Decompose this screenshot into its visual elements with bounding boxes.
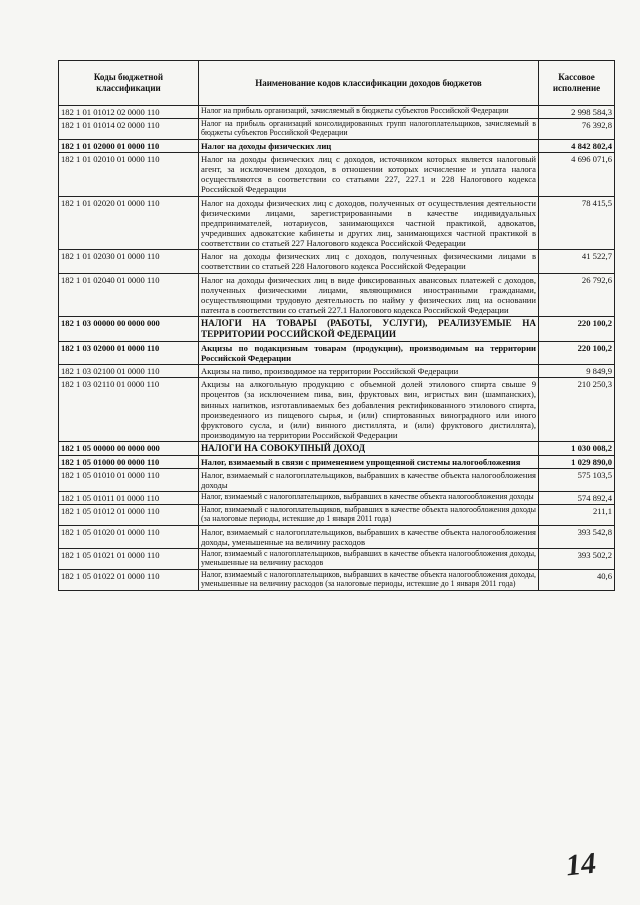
- table-row: [59, 455, 615, 468]
- row-name: Акцизы по подакцизным товарам (продукции), производимым на территории Российской Федерации: [199, 341, 539, 364]
- row-amount: 76 392,8: [539, 119, 615, 140]
- row-code: 182 1 05 00000 00 0000 000: [59, 442, 199, 456]
- row-amount: 4 842 802,4: [539, 139, 615, 152]
- row-amount: 211,1: [539, 505, 615, 526]
- table-row: [59, 378, 615, 442]
- row-amount: 220 100,2: [539, 317, 615, 342]
- row-amount: 9 849,9: [539, 365, 615, 378]
- row-name: Налог, взимаемый в связи с применением упрощенной системы налогообложения: [199, 455, 539, 468]
- row-amount: 393 542,8: [539, 526, 615, 549]
- row-code: 182 1 01 02040 01 0000 110: [59, 273, 199, 317]
- row-name: Налог, взимаемый с налогоплательщиков, выбравших в качестве объекта налогообложения доходы, уменьшенные на величину расходов: [199, 526, 539, 549]
- row-name: Налог на прибыль организаций консолидированных групп налогоплательщиков, зачисляемый в бюджеты субъектов Российской Федерации: [199, 119, 539, 140]
- table-row: [59, 341, 615, 364]
- row-code: 182 1 05 01020 01 0000 110: [59, 526, 199, 549]
- row-code: 182 1 03 02000 01 0000 110: [59, 341, 199, 364]
- table-row: [59, 317, 615, 342]
- table-header-row: [59, 61, 615, 106]
- row-amount: 1 030 008,2: [539, 442, 615, 456]
- row-code: 182 1 01 01014 02 0000 110: [59, 119, 199, 140]
- header-name: Наименование кодов классификации доходов бюджетов: [199, 61, 539, 106]
- row-code: 182 1 01 02000 01 0000 110: [59, 139, 199, 152]
- row-amount: 2 998 584,3: [539, 106, 615, 119]
- row-name: Налог на прибыль организаций, зачисляемый в бюджеты субъектов Российской Федерации: [199, 106, 539, 119]
- row-amount: 575 103,5: [539, 469, 615, 492]
- row-amount: 4 696 071,6: [539, 152, 615, 196]
- row-amount: 210 250,3: [539, 378, 615, 442]
- table-row: [59, 196, 615, 250]
- row-name: Налог, взимаемый с налогоплательщиков, выбравших в качестве объекта налогообложения доходы: [199, 469, 539, 492]
- table-row: [59, 442, 615, 456]
- table-row: [59, 250, 615, 273]
- table-row: [59, 492, 615, 505]
- row-name: Налог на доходы физических лиц в виде фиксированных авансовых платежей с доходов, полученных физическими лицами, являющимися иностранными гражданами, осуществляющими трудовую деятельность по найму у физических лиц на основании патента в соответствии со статьей 227.1 Налогового кодекса Российской Федерации: [199, 273, 539, 317]
- row-amount: 574 892,4: [539, 492, 615, 505]
- table-row: [59, 139, 615, 152]
- table-row: [59, 106, 615, 119]
- row-amount: 40,6: [539, 570, 615, 591]
- row-amount: 26 792,6: [539, 273, 615, 317]
- row-name: НАЛОГИ НА ТОВАРЫ (РАБОТЫ, УСЛУГИ), РЕАЛИЗУЕМЫЕ НА ТЕРРИТОРИИ РОССИЙСКОЙ ФЕДЕРАЦИИ: [199, 317, 539, 342]
- row-amount: 393 502,2: [539, 549, 615, 570]
- row-code: 182 1 05 01022 01 0000 110: [59, 570, 199, 591]
- budget-revenue-table: [58, 60, 615, 591]
- row-code: 182 1 05 01012 01 0000 110: [59, 505, 199, 526]
- row-code: 182 1 01 02020 01 0000 110: [59, 196, 199, 250]
- row-name: Налог на доходы физических лиц с доходов, полученных от осуществления деятельности физическими лицами, зарегистрированными в качестве индивидуальных предпринимателей, нотариусов, занимающихся частной практикой, адвокатов, учредивших адвокатские кабинеты и других лиц, занимающихся частной практикой в соответствии со статьей 227 Налогового кодекса Российской Федерации: [199, 196, 539, 250]
- table-row: [59, 570, 615, 591]
- row-name: Налог, взимаемый с налогоплательщиков, выбравших в качестве объекта налогообложения доходы (за налоговые периоды, истекшие до 1 января 2011 года): [199, 505, 539, 526]
- table-row: [59, 119, 615, 140]
- header-amount: Кассовое исполнение: [539, 61, 615, 106]
- row-code: 182 1 01 02030 01 0000 110: [59, 250, 199, 273]
- row-name: Налог, взимаемый с налогоплательщиков, выбравших в качестве объекта налогообложения доходы, уменьшенные на величину расходов (за налоговые периоды, истекшие до 1 января 2011 года): [199, 570, 539, 591]
- row-code: 182 1 05 01021 01 0000 110: [59, 549, 199, 570]
- row-name: Налог на доходы физических лиц с доходов, полученных физическими лицами в соответствии со статьей 228 Налогового кодекса Российской Федерации: [199, 250, 539, 273]
- row-amount: 41 522,7: [539, 250, 615, 273]
- handwritten-page-number: 14: [564, 846, 598, 883]
- row-amount: 220 100,2: [539, 341, 615, 364]
- row-code: 182 1 03 02100 01 0000 110: [59, 365, 199, 378]
- table-row: [59, 526, 615, 549]
- table-row: [59, 469, 615, 492]
- row-code: 182 1 03 00000 00 0000 000: [59, 317, 199, 342]
- row-amount: 78 415,5: [539, 196, 615, 250]
- table-row: [59, 152, 615, 196]
- row-name: Налог, взимаемый с налогоплательщиков, выбравших в качестве объекта налогообложения доходы: [199, 492, 539, 505]
- row-name: НАЛОГИ НА СОВОКУПНЫЙ ДОХОД: [199, 442, 539, 456]
- row-code: 182 1 01 01012 02 0000 110: [59, 106, 199, 119]
- row-code: 182 1 01 02010 01 0000 110: [59, 152, 199, 196]
- row-name: Налог, взимаемый с налогоплательщиков, выбравших в качестве объекта налогообложения доходы, уменьшенные на величину расходов: [199, 549, 539, 570]
- row-code: 182 1 03 02110 01 0000 110: [59, 378, 199, 442]
- row-code: 182 1 05 01000 00 0000 110: [59, 455, 199, 468]
- table-row: [59, 273, 615, 317]
- row-code: 182 1 05 01011 01 0000 110: [59, 492, 199, 505]
- row-code: 182 1 05 01010 01 0000 110: [59, 469, 199, 492]
- row-name: Налог на доходы физических лиц: [199, 139, 539, 152]
- header-code: Коды бюджетной классификации: [59, 61, 199, 106]
- row-name: Налог на доходы физических лиц с доходов, источником которых является налоговый агент, за исключением доходов, в отношении которых исчисление и уплата налога осуществляются в соответствии со статьями 227, 227.1 и 228 Налогового кодекса Российской Федерации: [199, 152, 539, 196]
- row-name: Акцизы на алкогольную продукцию с объемной долей этилового спирта свыше 9 процентов (за исключением пива, вин, фруктовых вин, игристых вин (шампанских), винных напитков, изготавливаемых без добавления ректификованного этилового спирта, произведенного из пищевого сырья, и (или) спиртованных виноградного или иного фруктового сусла, и (или) винного дистиллята, и (или) фруктового дистиллята), производимую на территории Российской Федерации: [199, 378, 539, 442]
- row-name: Акцизы на пиво, производимое на территории Российской Федерации: [199, 365, 539, 378]
- row-amount: 1 029 890,0: [539, 455, 615, 468]
- table-row: [59, 549, 615, 570]
- table-row: [59, 365, 615, 378]
- table-row: [59, 505, 615, 526]
